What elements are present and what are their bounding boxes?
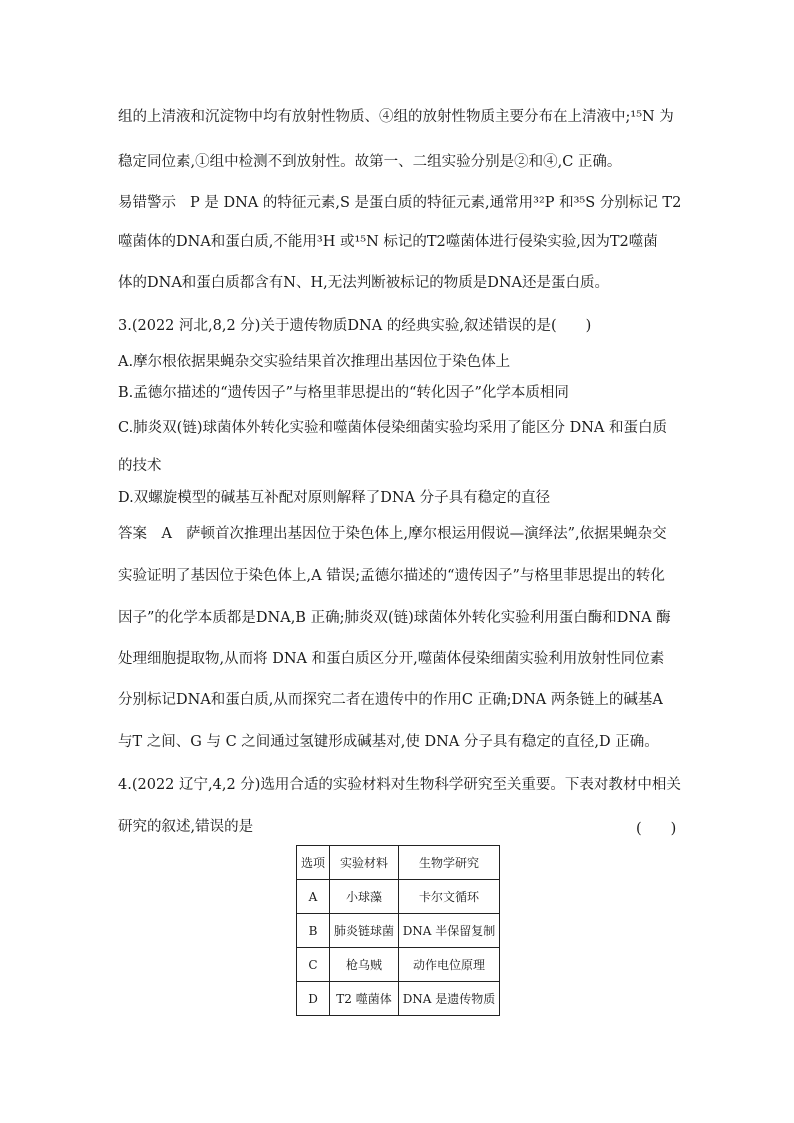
answer-paren: ( ) xyxy=(636,821,677,837)
q3-option-c: C.肺炎双(链)球菌体外转化实验和噬菌体侵染细菌实验均采用了能区分 DNA 和蛋白质 xyxy=(118,420,668,436)
explanation-line-4: 处理细胞提取物,从而将 DNA 和蛋白质区分开,噬菌体侵染细菌实验利用放射性同位素 xyxy=(118,651,665,667)
question-4-stem: 4.(2022 辽宁,4,2 分)选用合适的实验材料对生物科学研究至关重要。下表对教材中相关 xyxy=(118,777,681,793)
header-material: 实验材料 xyxy=(330,846,399,880)
q3-option-c-cont: 的技术 xyxy=(118,458,162,474)
explanation-line-5: 分别标记DNA和蛋白质,从而探究二者在遗传中的作用C 正确;DNA 两条链上的碱基A xyxy=(118,692,663,708)
text-line-1: 组的上清液和沉淀物中均有放射性物质、④组的放射性物质主要分布在上清液中;¹⁵N 为 xyxy=(118,109,674,125)
text-line-4: 噬菌体的DNA和蛋白质,不能用³H 或¹⁵N 标记的T2噬菌体进行侵染实验,因为T2噬菌 xyxy=(118,234,658,250)
header-option: 选项 xyxy=(297,846,330,880)
explanation-line-2: 实验证明了基因位于染色体上,A 错误;孟德尔描述的“遗传因子”与格里菲思提出的转化 xyxy=(118,568,665,584)
q3-answer-line xyxy=(118,524,667,544)
table-cell: A xyxy=(297,880,330,914)
table-cell: 肺炎链球菌 xyxy=(330,914,399,948)
answer-explanation: 萨顿首次推理出基因位于染色体上,摩尔根运用假说—演绎法”,依据果蝇杂交 xyxy=(185,526,667,542)
materials-table xyxy=(296,845,500,1016)
table-row xyxy=(297,914,500,948)
q3-option-b: B.孟德尔描述的“遗传因子”与格里菲思提出的“转化因子”化学本质相同 xyxy=(118,385,569,401)
explanation-line-3: 因子”的化学本质都是DNA,B 正确;肺炎双(链)球菌体外转化实验利用蛋白酶和DNA 酶 xyxy=(118,610,671,626)
table-cell: 动作电位原理 xyxy=(399,948,500,982)
warning-label: 易错警示 xyxy=(118,195,176,211)
warning-line xyxy=(118,193,681,213)
answer-label: 答案 A xyxy=(118,526,172,542)
text-line-5: 体的DNA和蛋白质都含有N、H,无法判断被标记的物质是DNA还是蛋白质。 xyxy=(118,275,610,291)
header-research: 生物学研究 xyxy=(399,846,500,880)
q3-option-d: D.双螺旋模型的碱基互补配对原则解释了DNA 分子具有稳定的直径 xyxy=(118,490,551,506)
table-cell: DNA 半保留复制 xyxy=(399,914,500,948)
table-cell: DNA 是遗传物质 xyxy=(399,982,500,1016)
table-cell: T2 噬菌体 xyxy=(330,982,399,1016)
text-line-2: 稳定同位素,①组中检测不到放射性。故第一、二组实验分别是②和④,C 正确。 xyxy=(118,154,622,170)
table-cell: B xyxy=(297,914,330,948)
table-cell: 枪乌贼 xyxy=(330,948,399,982)
explanation-line-6: 与T 之间、G 与 C 之间通过氢键形成碱基对,使 DNA 分子具有稳定的直径,D 正确。 xyxy=(118,734,659,750)
warning-text: P 是 DNA 的特征元素,S 是蛋白质的特征元素,通常用³²P 和³⁵S 分别标记 T2 xyxy=(190,195,682,211)
table-cell: 小球藻 xyxy=(330,880,399,914)
question-3-stem: 3.(2022 河北,8,2 分)关于遗传物质DNA 的经典实验,叙述错误的是( ) xyxy=(118,318,592,334)
table-cell: 卡尔文循环 xyxy=(399,880,500,914)
table-header-row xyxy=(297,846,500,880)
q3-option-a: A.摩尔根依据果蝇杂交实验结果首次推理出基因位于染色体上 xyxy=(118,354,511,370)
question-4-stem-cont: 研究的叙述,错误的是 xyxy=(118,819,254,835)
table-cell: C xyxy=(297,948,330,982)
table-row xyxy=(297,982,500,1016)
table-row xyxy=(297,880,500,914)
table-row xyxy=(297,948,500,982)
table-cell: D xyxy=(297,982,330,1016)
